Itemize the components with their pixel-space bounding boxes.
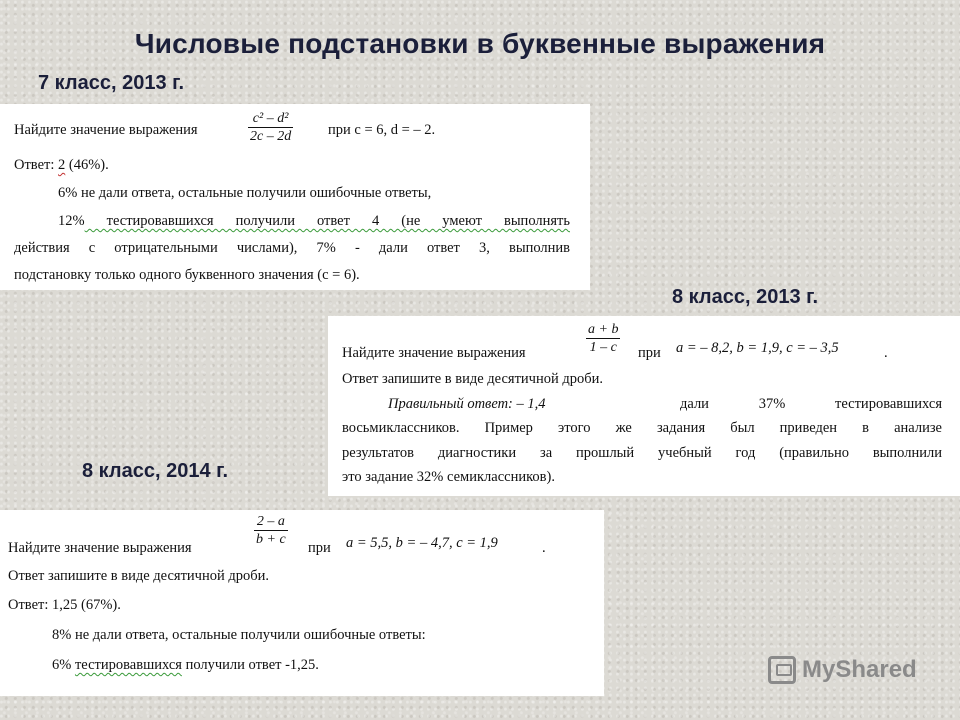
answer-prefix: Ответ: <box>14 157 58 173</box>
watermark-text: MyShared <box>802 656 917 683</box>
condition-text: при c = 6, d = – 2. <box>328 122 436 138</box>
fraction-numerator: a + b <box>588 322 619 337</box>
task-panel-grade8-2013 <box>328 316 960 496</box>
stat-text: получили ответ -1,25. <box>181 657 319 673</box>
instruction-line: Ответ запишите в виде десятичной дроби. <box>8 568 269 584</box>
answer-value: 2 <box>58 157 66 173</box>
prompt-text: Найдите значение выражения <box>14 122 198 138</box>
fraction-numerator: 2 – a <box>256 514 285 529</box>
stat-line: результатов диагностики за прошлый учебный год (правильно выполнили <box>342 445 942 461</box>
prompt-text: Найдите значение выражения <box>8 540 192 556</box>
condition-dot: . <box>884 345 888 361</box>
watermark-logo <box>768 656 917 684</box>
stat-line: 6% не дали ответа, остальные получили ошибочные ответы, <box>58 185 432 201</box>
fraction-denominator: b + c <box>256 532 286 547</box>
label-grade8-2014: 8 класс, 2014 г. <box>82 460 229 482</box>
task-panel-grade7-2013 <box>0 104 590 290</box>
condition-text: a = – 8,2, b = 1,9, c = – 3,5 <box>676 340 839 356</box>
stat-percent: 6% <box>52 657 72 673</box>
fraction-denominator: 2c – 2d <box>250 129 292 144</box>
stat-percent: 12% <box>58 213 85 229</box>
stat-text: тестировавшихся получили ответ 4 (не умеют выполнять <box>84 213 570 229</box>
fraction-denominator: 1 – c <box>589 340 617 355</box>
stat-line: действия с отрицательными числами), 7% - дали ответ 3, выполнив <box>14 240 570 256</box>
stat-line: подстановку только одного буквенного значения (c = 6). <box>14 267 360 283</box>
answer-line <box>14 157 109 174</box>
pri-word: при <box>638 345 661 361</box>
page-title: Числовые подстановки в буквенные выражения <box>134 28 826 59</box>
task-panel-grade8-2014 <box>0 510 604 696</box>
condition-dot: . <box>542 540 546 556</box>
stat-line: это задание 32% семиклассников). <box>342 469 555 485</box>
correct-answer-text: Правильный ответ: – 1,4 <box>388 396 546 412</box>
prompt-text: Найдите значение выражения <box>342 345 526 361</box>
fraction-numerator: c² – d² <box>252 111 289 126</box>
expression-fraction <box>248 110 293 145</box>
instruction-line: Ответ запишите в виде десятичной дроби. <box>342 371 603 387</box>
answer-line: Ответ: 1,25 (67%). <box>8 597 121 613</box>
label-grade7-2013: 7 класс, 2013 г. <box>38 72 185 94</box>
stat-text: тестировавшихся <box>74 657 182 673</box>
expression-fraction <box>254 513 288 548</box>
pri-word: при <box>308 540 331 556</box>
label-grade8-2013: 8 класс, 2013 г. <box>672 286 819 308</box>
presentation-icon <box>768 656 796 684</box>
condition-text: a = 5,5, b = – 4,7, c = 1,9 <box>346 535 498 551</box>
stat-line <box>52 657 319 674</box>
answer-percent: (46%). <box>65 157 109 173</box>
stat-line <box>58 213 570 230</box>
stat-line: дали 37% тестировавшихся <box>680 396 942 412</box>
stat-line: восьмиклассников. Пример этого же задания был приведен в анализе <box>342 420 942 436</box>
expression-fraction <box>586 321 620 356</box>
stat-line: 8% не дали ответа, остальные получили ошибочные ответы: <box>52 627 426 643</box>
